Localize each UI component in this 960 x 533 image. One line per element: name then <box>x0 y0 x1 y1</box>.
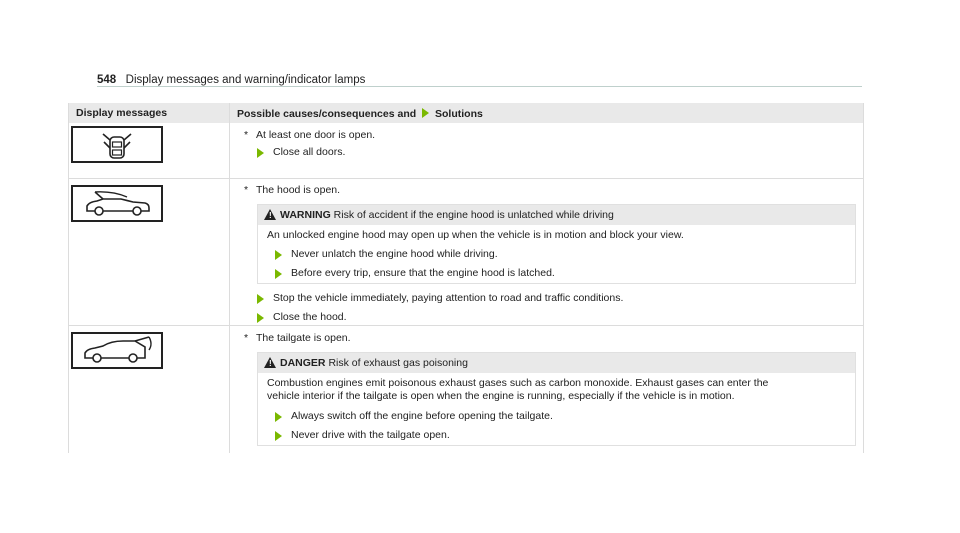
danger-body-line: Combustion engines emit poisonous exhaust gases such as carbon monoxide. Exhaust gases can enter the <box>267 377 769 389</box>
page-header <box>97 70 862 87</box>
column-divider <box>229 103 230 453</box>
solution-text: Stop the vehicle immediately, paying attention to road and traffic conditions. <box>273 292 624 304</box>
danger-step: Never drive with the tailgate open. <box>291 429 450 441</box>
arrow-icon <box>257 313 264 323</box>
danger-body-line: vehicle interior if the tailgate is open when the engine is running, especially if the vehicle is in motion. <box>267 390 735 402</box>
warning-title: Risk of accident if the engine hood is unlatched while driving <box>333 209 614 221</box>
messages-table <box>68 103 864 453</box>
warning-step: Never unlatch the engine hood while driving. <box>291 248 498 260</box>
danger-box <box>257 352 856 446</box>
solution-text: Close the hood. <box>273 311 347 323</box>
cause-text: The tailgate is open. <box>256 332 351 344</box>
warning-label: WARNING <box>280 209 331 221</box>
arrow-icon <box>275 431 282 441</box>
cause-text: The hood is open. <box>256 184 341 196</box>
asterisk: * <box>244 129 249 141</box>
danger-step: Always switch off the engine before opening the tailgate. <box>291 410 553 422</box>
warning-step: Before every trip, ensure that the engine hood is latched. <box>291 267 555 279</box>
cause-text: At least one door is open. <box>256 129 376 141</box>
row-divider <box>68 325 864 326</box>
solution-text: Close all doors. <box>273 146 346 158</box>
arrow-icon <box>275 250 282 260</box>
warning-triangle-icon: ! <box>264 357 276 368</box>
arrow-icon <box>275 412 282 422</box>
asterisk: * <box>244 332 249 344</box>
arrow-icon <box>422 108 429 118</box>
col-header-display: Display messages <box>76 107 168 119</box>
arrow-icon <box>275 269 282 279</box>
danger-title: Risk of exhaust gas poisoning <box>328 357 468 369</box>
col-header-causes: Possible causes/consequences and Solutions <box>237 108 483 120</box>
row-divider <box>68 178 864 179</box>
door-open-icon <box>71 126 163 163</box>
arrow-icon <box>257 294 264 304</box>
table-header <box>68 103 864 123</box>
page-title: Display messages and warning/indicator lamps <box>125 74 366 86</box>
arrow-icon <box>257 148 264 158</box>
warning-triangle-icon: ! <box>264 209 276 220</box>
tailgate-open-icon <box>71 332 163 369</box>
table-border-right <box>863 103 864 453</box>
danger-heading <box>280 357 468 369</box>
warning-heading <box>280 209 614 221</box>
warning-body: An unlocked engine hood may open up when the vehicle is in motion and block your view. <box>267 229 684 241</box>
danger-label: DANGER <box>280 357 326 369</box>
page-number: 548 <box>97 74 117 86</box>
asterisk: * <box>244 184 249 196</box>
hood-open-icon <box>71 185 163 222</box>
table-border-left <box>68 103 69 453</box>
warning-box <box>257 204 856 284</box>
